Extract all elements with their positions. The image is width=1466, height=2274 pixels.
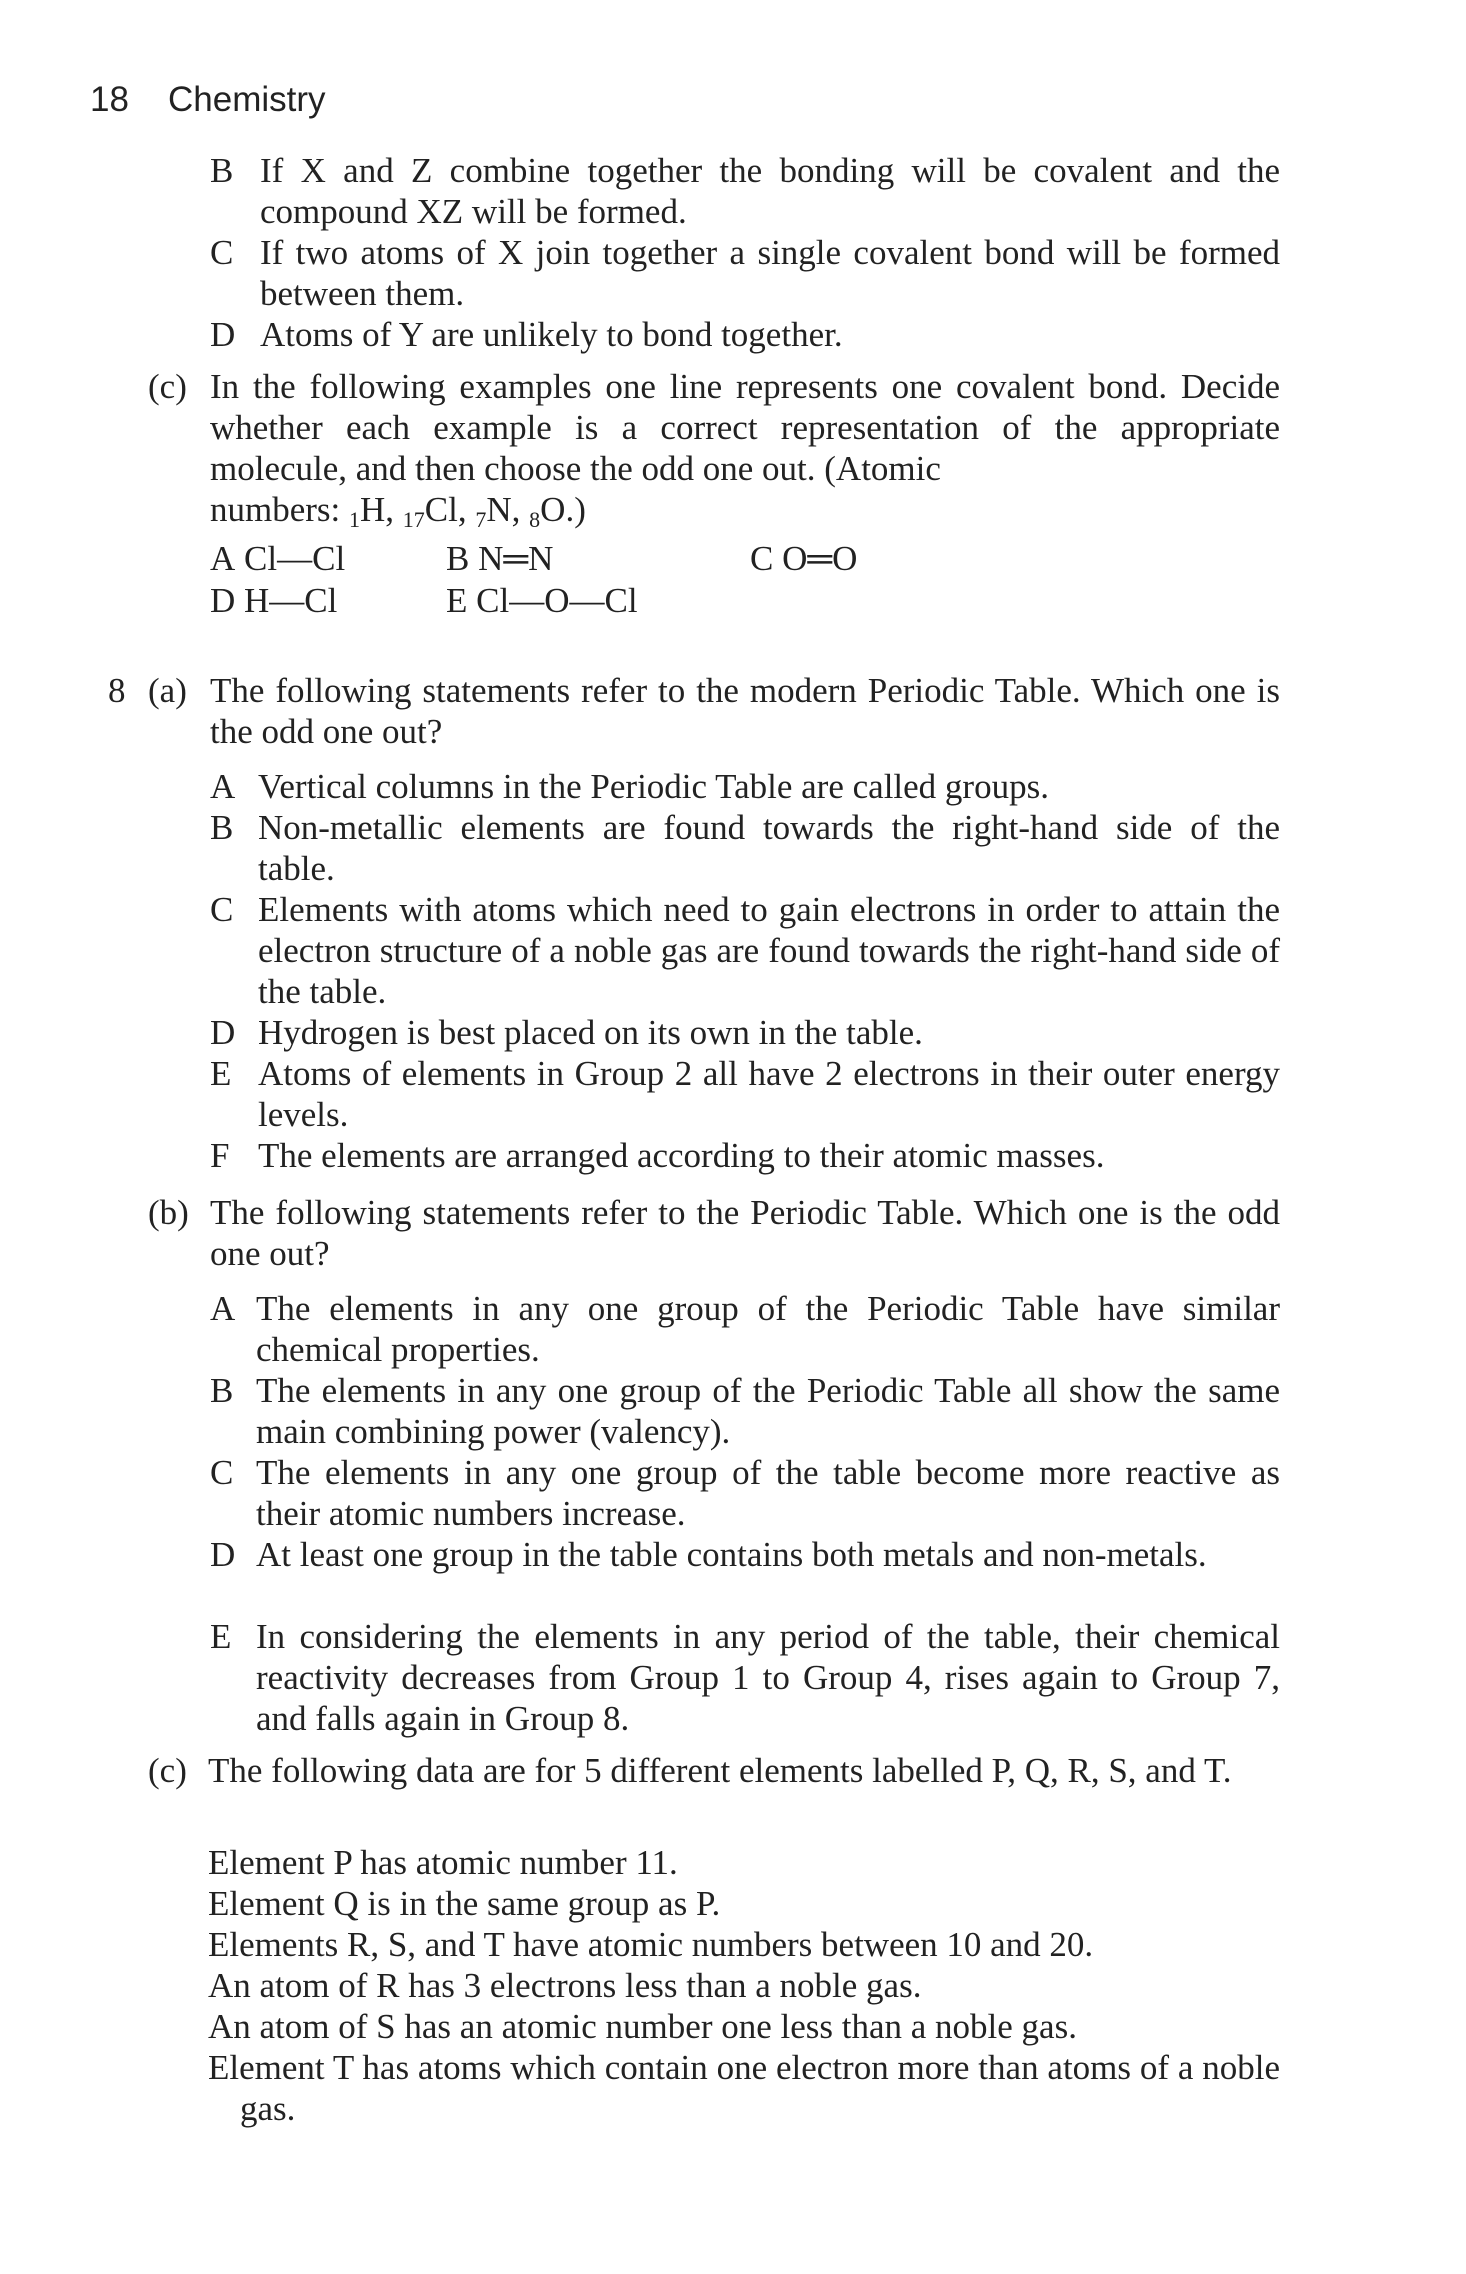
option-q7b-B [210, 150, 1280, 232]
option-text: If two atoms of X join together a single covalent bond will be formed between them. [260, 233, 1280, 313]
option-label: D [210, 315, 236, 354]
option-label: B [210, 151, 234, 190]
element-symbol: H [360, 490, 386, 529]
data-text: Elements R, S, and T have atomic numbers between 10 and 20. [208, 1925, 1094, 1964]
formula: Cl—O—Cl [476, 581, 638, 620]
option-label: B [446, 539, 470, 578]
q7c-question [148, 366, 1280, 530]
option-text: At least one group in the table contains both metals and non-metals. [256, 1535, 1207, 1574]
page-number: 18 [90, 80, 129, 119]
option-text: Atoms of elements in Group 2 all have 2 electrons in their outer energy levels. [258, 1054, 1280, 1134]
option-label: C [210, 1453, 234, 1492]
formula-option-B [446, 538, 553, 579]
option-label: E [446, 581, 468, 620]
data-text: An atom of S has an atomic number one less than a noble gas. [208, 2007, 1077, 2046]
option-label: D [210, 1535, 236, 1574]
formula: Cl—Cl [244, 539, 346, 578]
subject-title: Chemistry [168, 80, 326, 119]
option-label: D [210, 581, 236, 620]
data-text: An atom of R has 3 electrons less than a noble gas. [208, 1966, 922, 2005]
option-text: The elements in any one group of the table become more reactive as their atomic numbers increase. [256, 1453, 1280, 1533]
option-q8a-F [210, 1135, 1280, 1176]
element-symbol: Cl [424, 490, 458, 529]
element-symbol: O [540, 490, 566, 529]
atomic-numbers-prefix: numbers: [210, 490, 341, 529]
formula-option-C [750, 538, 857, 579]
atomic-number: 17 [402, 507, 425, 532]
option-label: F [210, 1136, 230, 1175]
option-text: Atoms of Y are unlikely to bond together. [260, 315, 843, 354]
option-text: If X and Z combine together the bonding will be covalent and the compound XZ will be formed. [260, 151, 1280, 231]
option-q8b-C [210, 1452, 1280, 1534]
option-q7b-C [210, 232, 1280, 314]
part-label: (c) [148, 367, 187, 406]
part-label: (c) [148, 1751, 187, 1790]
data-line [208, 1883, 1280, 1924]
option-label: C [210, 890, 234, 929]
question-text: The following statements refer to the modern Periodic Table. Which one is the odd one out? [210, 671, 1280, 751]
q8b-question [148, 1192, 1280, 1274]
option-text: Hydrogen is best placed on its own in the table. [258, 1013, 923, 1052]
option-text: The elements in any one group of the Periodic Table have similar chemical properties. [256, 1289, 1280, 1369]
option-label: C [750, 539, 774, 578]
option-text: Elements with atoms which need to gain electrons in order to attain the electron structure of a noble gas are found towards the right-hand side of the table. [258, 890, 1280, 1011]
page-header [90, 80, 326, 120]
option-label: E [210, 1617, 232, 1656]
atomic-number: 7 [475, 507, 487, 532]
data-line [208, 1965, 1280, 2006]
option-q8a-D [210, 1012, 1280, 1053]
question-text: The following statements refer to the Periodic Table. Which one is the odd one out? [210, 1193, 1280, 1273]
option-q8a-B [210, 807, 1280, 889]
atomic-number: 8 [529, 507, 541, 532]
option-text: The elements in any one group of the Periodic Table all show the same main combining power (valency). [256, 1371, 1280, 1451]
option-q8b-E [210, 1616, 1280, 1739]
data-line [208, 1924, 1280, 1965]
option-label: B [210, 1371, 234, 1410]
option-text: Vertical columns in the Periodic Table are called groups. [258, 767, 1049, 806]
q8c-question [148, 1750, 1280, 1791]
option-label: B [210, 808, 234, 847]
question-number: 8 [108, 671, 126, 710]
option-q8a-C [210, 889, 1280, 1012]
data-line [208, 2047, 1280, 2129]
formula: H—Cl [244, 581, 338, 620]
q7c-formula-options [210, 538, 1210, 628]
option-text: In considering the elements in any period of the table, their chemical reactivity decreases from Group 1 to Group 4, rises again to Group 7, and falls again in Group 8. [256, 1617, 1280, 1738]
question-text: In the following examples one line represents one covalent bond. Decide whether each example is a correct representation of the appropriate molecule, and then choose the odd one out. (Atomic [210, 367, 1280, 488]
data-text: Element P has atomic number 11. [208, 1843, 678, 1882]
element-symbol: N [486, 490, 512, 529]
data-line [208, 1842, 1280, 1883]
q8a-question [148, 670, 1280, 752]
atomic-number: 1 [349, 507, 361, 532]
formula-option-D [210, 580, 337, 621]
option-label: A [210, 1289, 236, 1328]
formula-option-E [446, 580, 638, 621]
option-q8b-A [210, 1288, 1280, 1370]
data-text: Element Q is in the same group as P. [208, 1884, 721, 1923]
option-q8a-A [210, 766, 1280, 807]
option-q7b-D [210, 314, 1280, 355]
part-label: (b) [148, 1193, 189, 1232]
option-label: E [210, 1054, 232, 1093]
option-text: The elements are arranged according to their atomic masses. [258, 1136, 1105, 1175]
atomic-numbers-line: numbers: $_1$H, $_{17}$Cl, $_7$N, $_8$O.) [210, 490, 586, 532]
q8c-data [208, 1842, 1280, 2129]
formula: N═N [478, 539, 554, 578]
q7b-options [210, 150, 1280, 355]
formula-option-A [210, 538, 345, 579]
formula: O═O [782, 539, 858, 578]
q8b-options [210, 1288, 1280, 1739]
option-label: C [210, 233, 234, 272]
question-text: The following data are for 5 different elements labelled P, Q, R, S, and T. [208, 1751, 1232, 1790]
option-label: A [210, 539, 236, 578]
part-label: (a) [148, 671, 187, 710]
option-q8b-B [210, 1370, 1280, 1452]
option-q8a-E [210, 1053, 1280, 1135]
q8a-options [210, 766, 1280, 1176]
option-label: D [210, 1013, 236, 1052]
option-label: A [210, 767, 236, 806]
data-line [208, 2006, 1280, 2047]
option-q8b-D [210, 1534, 1280, 1616]
option-text: Non-metallic elements are found towards the right-hand side of the table. [258, 808, 1280, 888]
data-text: Element T has atoms which contain one electron more than atoms of a noble gas. [208, 2048, 1280, 2128]
